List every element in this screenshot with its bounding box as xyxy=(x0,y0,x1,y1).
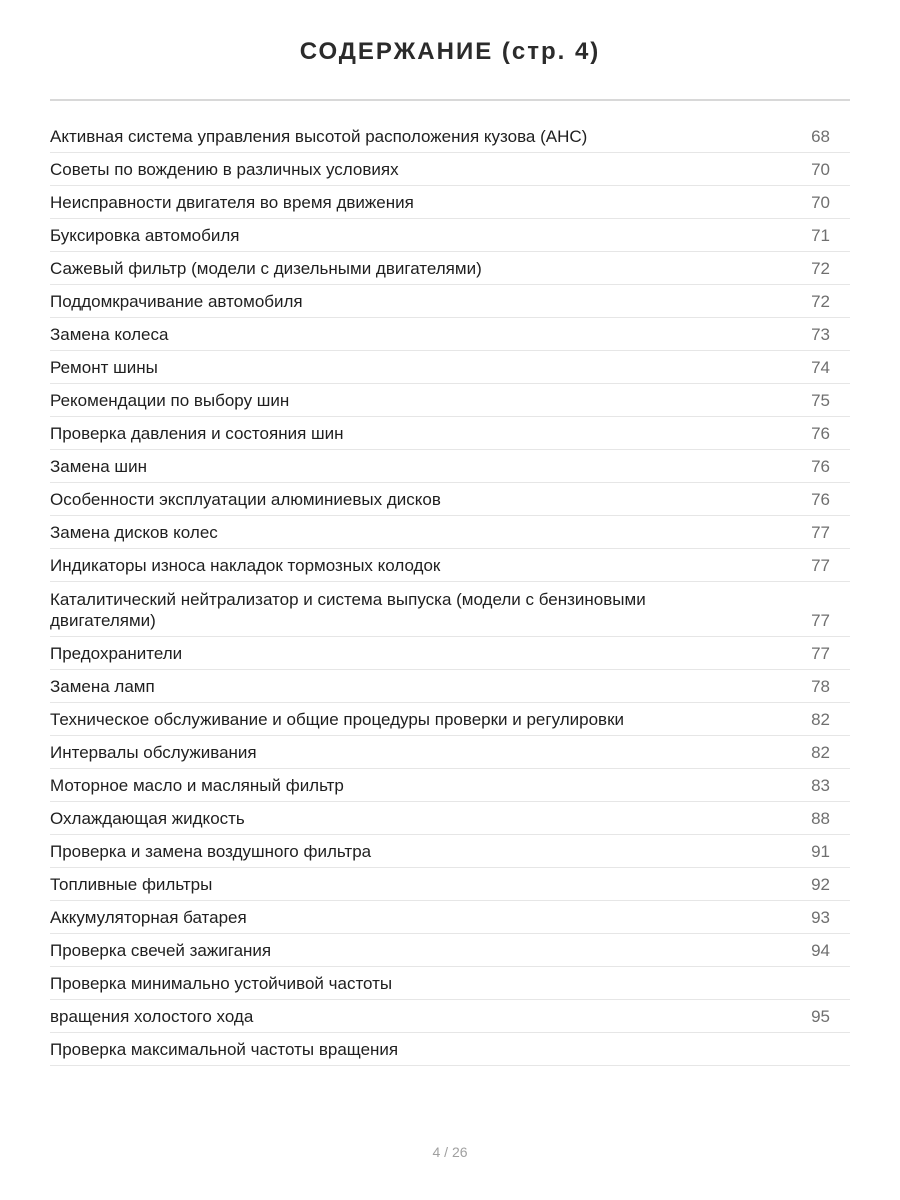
page-indicator: 4 / 26 xyxy=(432,1144,468,1160)
toc-row[interactable] xyxy=(50,351,850,384)
toc-page-number: 78 xyxy=(811,677,830,696)
toc-page-number: 72 xyxy=(811,259,830,278)
toc-page-number: 70 xyxy=(811,160,830,179)
toc-title: Охлаждающая жидкость xyxy=(50,809,245,828)
toc-title: Предохранители xyxy=(50,644,183,663)
toc-row[interactable] xyxy=(50,769,850,802)
toc-row[interactable] xyxy=(50,703,850,736)
toc-row[interactable] xyxy=(50,549,850,582)
toc-page-number: 92 xyxy=(811,875,830,894)
toc-page-number: 77 xyxy=(811,556,830,575)
toc-page-number: 94 xyxy=(811,941,830,960)
toc-row[interactable] xyxy=(50,285,850,318)
toc-page-number: 95 xyxy=(811,1007,830,1026)
toc-row[interactable] xyxy=(50,670,850,703)
toc-title: Поддомкрачивание автомобиля xyxy=(50,292,303,311)
toc-page-number: 75 xyxy=(811,391,830,410)
toc-page-number: 68 xyxy=(811,127,830,146)
toc-row[interactable] xyxy=(50,1033,850,1066)
toc-title: Активная система управления высотой расположения кузова (АНС) xyxy=(50,127,588,146)
toc-row[interactable] xyxy=(50,868,850,901)
toc-row[interactable] xyxy=(50,417,850,450)
toc-page-number: 70 xyxy=(811,193,830,212)
toc-row[interactable] xyxy=(50,450,850,483)
toc-row[interactable] xyxy=(50,1000,850,1033)
toc-title: Моторное масло и масляный фильтр xyxy=(50,776,344,795)
toc-row[interactable] xyxy=(50,483,850,516)
toc-page-number: 71 xyxy=(811,226,830,245)
toc-title: Замена шин xyxy=(50,457,147,476)
toc-title: Замена дисков колес xyxy=(50,523,218,542)
toc-page-number: 74 xyxy=(811,358,830,377)
toc-row[interactable] xyxy=(50,252,850,285)
toc-row[interactable] xyxy=(50,802,850,835)
toc-page-number: 93 xyxy=(811,908,830,927)
toc-page-number: 82 xyxy=(811,710,830,729)
toc-page-number: 76 xyxy=(811,490,830,509)
table-of-contents xyxy=(50,120,850,1066)
toc-row[interactable] xyxy=(50,516,850,549)
toc-title: Ремонт шины xyxy=(50,358,158,377)
toc-title: Замена ламп xyxy=(50,677,155,696)
toc-row[interactable] xyxy=(50,934,850,967)
toc-row[interactable] xyxy=(50,219,850,252)
toc-title: Каталитический нейтрализатор и система выпуска (модели с бензиновыми двигателями) xyxy=(50,590,646,630)
toc-title: вращения холостого хода xyxy=(50,1007,254,1026)
toc-title: Рекомендации по выбору шин xyxy=(50,391,290,410)
toc-page-number: 83 xyxy=(811,776,830,795)
toc-title: Проверка давления и состояния шин xyxy=(50,424,344,443)
toc-row[interactable] xyxy=(50,637,850,670)
toc-row[interactable] xyxy=(50,582,850,637)
toc-row[interactable] xyxy=(50,384,850,417)
toc-title: Проверка максимальной частоты вращения xyxy=(50,1040,399,1059)
toc-page-number: 77 xyxy=(811,611,830,630)
toc-page-number: 76 xyxy=(811,424,830,443)
toc-row[interactable] xyxy=(50,120,850,153)
toc-page-number: 77 xyxy=(811,523,830,542)
toc-row[interactable] xyxy=(50,318,850,351)
toc-title: Проверка минимально устойчивой частоты xyxy=(50,974,393,993)
toc-title: Буксировка автомобиля xyxy=(50,226,240,245)
toc-title: Неисправности двигателя во время движения xyxy=(50,193,414,212)
toc-title: Интервалы обслуживания xyxy=(50,743,257,762)
toc-page-number: 77 xyxy=(811,644,830,663)
toc-title: Замена колеса xyxy=(50,325,169,344)
toc-title: Топливные фильтры xyxy=(50,875,213,894)
toc-page-number: 91 xyxy=(811,842,830,861)
toc-title: Техническое обслуживание и общие процедуры проверки и регулировки xyxy=(50,710,625,729)
toc-row[interactable] xyxy=(50,835,850,868)
toc-title: Аккумуляторная батарея xyxy=(50,908,247,927)
toc-title: Сажевый фильтр (модели с дизельными двигателями) xyxy=(50,259,482,278)
toc-row[interactable] xyxy=(50,967,850,1000)
toc-row[interactable] xyxy=(50,736,850,769)
toc-row[interactable] xyxy=(50,901,850,934)
toc-page-number: 72 xyxy=(811,292,830,311)
toc-title: Проверка и замена воздушного фильтра xyxy=(50,842,372,861)
title-divider xyxy=(50,99,850,101)
toc-page-number: 73 xyxy=(811,325,830,344)
toc-title: Проверка свечей зажигания xyxy=(50,941,272,960)
toc-page-number: 88 xyxy=(811,809,830,828)
toc-title: Советы по вождению в различных условиях xyxy=(50,160,399,179)
toc-page-number: 76 xyxy=(811,457,830,476)
page-title: СОДЕРЖАНИЕ (стр. 4) xyxy=(299,38,601,65)
toc-row[interactable] xyxy=(50,153,850,186)
toc-row[interactable] xyxy=(50,186,850,219)
toc-title: Индикаторы износа накладок тормозных колодок xyxy=(50,556,441,575)
toc-page-number: 82 xyxy=(811,743,830,762)
toc-title: Особенности эксплуатации алюминиевых дисков xyxy=(50,490,441,509)
